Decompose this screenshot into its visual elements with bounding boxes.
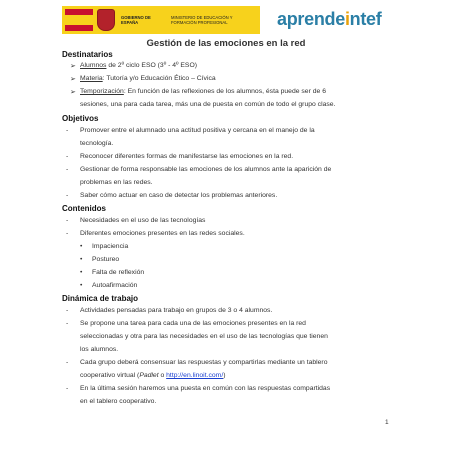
obj-item-4: Saber cómo actuar en caso de detectar los problemas anteriores. bbox=[80, 192, 278, 199]
din-item-3-cont: cooperativo virtual (Padlet o http://en.linoit.com/) bbox=[80, 372, 226, 379]
bullet-icon: ➢ bbox=[70, 89, 76, 96]
page-header bbox=[62, 6, 392, 36]
dash: - bbox=[66, 166, 69, 173]
cont-item-2: Diferentes emociones presentes en las redes sociales. bbox=[80, 230, 245, 237]
ministry-name: MINISTERIO DE EDUCACIÓN Y FORMACIÓN PROFESIONAL bbox=[171, 15, 233, 25]
din-item-2-cont2: los alumnos. bbox=[80, 346, 119, 353]
bullet-icon: ➢ bbox=[70, 63, 76, 70]
dest-item-2: Materia: Tutoría y/o Educación Ético – Cívica bbox=[80, 75, 216, 82]
spain-flag-icon bbox=[65, 9, 93, 31]
din-item-3: Cada grupo deberá consensuar las respuestas y compartirlas mediante un tablero bbox=[80, 359, 328, 366]
din-item-1: Actividades pensadas para trabajo en grupos de 3 o 4 alumnos. bbox=[80, 307, 273, 314]
dest-item-3-cont: sesiones, una para cada tarea, más una de puesta en común de todo el grupo clase. bbox=[80, 101, 336, 108]
coat-of-arms-icon bbox=[97, 9, 115, 31]
page-number: 1 bbox=[385, 419, 389, 426]
dash: - bbox=[66, 320, 69, 327]
linoit-link[interactable]: http://en.linoit.com/ bbox=[166, 372, 224, 379]
bullet-icon: • bbox=[80, 256, 83, 263]
gov-name: GOBIERNO DE ESPAÑA bbox=[121, 15, 151, 25]
din-item-4-cont: en el tablero cooperativo. bbox=[80, 398, 157, 405]
cont-item-1: Necesidades en el uso de las tecnologías bbox=[80, 217, 206, 224]
dash: - bbox=[66, 359, 69, 366]
bullet-icon: • bbox=[80, 243, 83, 250]
heading-objetivos: Objetivos bbox=[62, 114, 99, 123]
obj-item-3-cont: problemas en las redes. bbox=[80, 179, 153, 186]
dash: - bbox=[66, 127, 69, 134]
dash: - bbox=[66, 217, 69, 224]
dash: - bbox=[66, 192, 69, 199]
din-item-2: Se propone una tarea para cada una de las emociones presentes en la red bbox=[80, 320, 306, 327]
obj-item-3: Gestionar de forma responsable las emociones de los alumnos ante la aparición de bbox=[80, 166, 332, 173]
dest-item-1: Alumnos de 2º ciclo ESO (3º - 4º ESO) bbox=[80, 62, 198, 69]
bullet-icon: • bbox=[80, 282, 83, 289]
dash: - bbox=[66, 385, 69, 392]
dash: - bbox=[66, 153, 69, 160]
sub-item-1: Impaciencia bbox=[92, 243, 129, 250]
document-title: Gestión de las emociones en la red bbox=[146, 38, 306, 49]
aprende-intef-logo: aprendeintef bbox=[277, 9, 382, 29]
bullet-icon: • bbox=[80, 269, 83, 276]
sub-item-4: Autoafirmación bbox=[92, 282, 138, 289]
obj-item-2: Reconocer diferentes formas de manifestarse las emociones en la red. bbox=[80, 153, 294, 160]
heading-destinatarios: Destinatarios bbox=[62, 50, 113, 59]
obj-item-1: Promover entre el alumnado una actitud positiva y cercana en el manejo de la bbox=[80, 127, 315, 134]
sub-item-2: Postureo bbox=[92, 256, 120, 263]
dash: - bbox=[66, 230, 69, 237]
heading-dinamica: Dinámica de trabajo bbox=[62, 294, 139, 303]
din-item-2-cont: seleccionadas y otra para las necesidades en el uso de las tecnologías que tienen bbox=[80, 333, 328, 340]
government-logo bbox=[62, 6, 260, 34]
heading-contenidos: Contenidos bbox=[62, 204, 106, 213]
dest-item-3: Temporización: En función de las reflexiones de los alumnos, ésta puede ser de 6 bbox=[80, 88, 326, 95]
obj-item-1-cont: tecnología. bbox=[80, 140, 114, 147]
bullet-icon: ➢ bbox=[70, 76, 76, 83]
sub-item-3: Falta de reflexión bbox=[92, 269, 145, 276]
din-item-4: En la última sesión haremos una puesta en común con las respuestas compartidas bbox=[80, 385, 331, 392]
dash: - bbox=[66, 307, 69, 314]
